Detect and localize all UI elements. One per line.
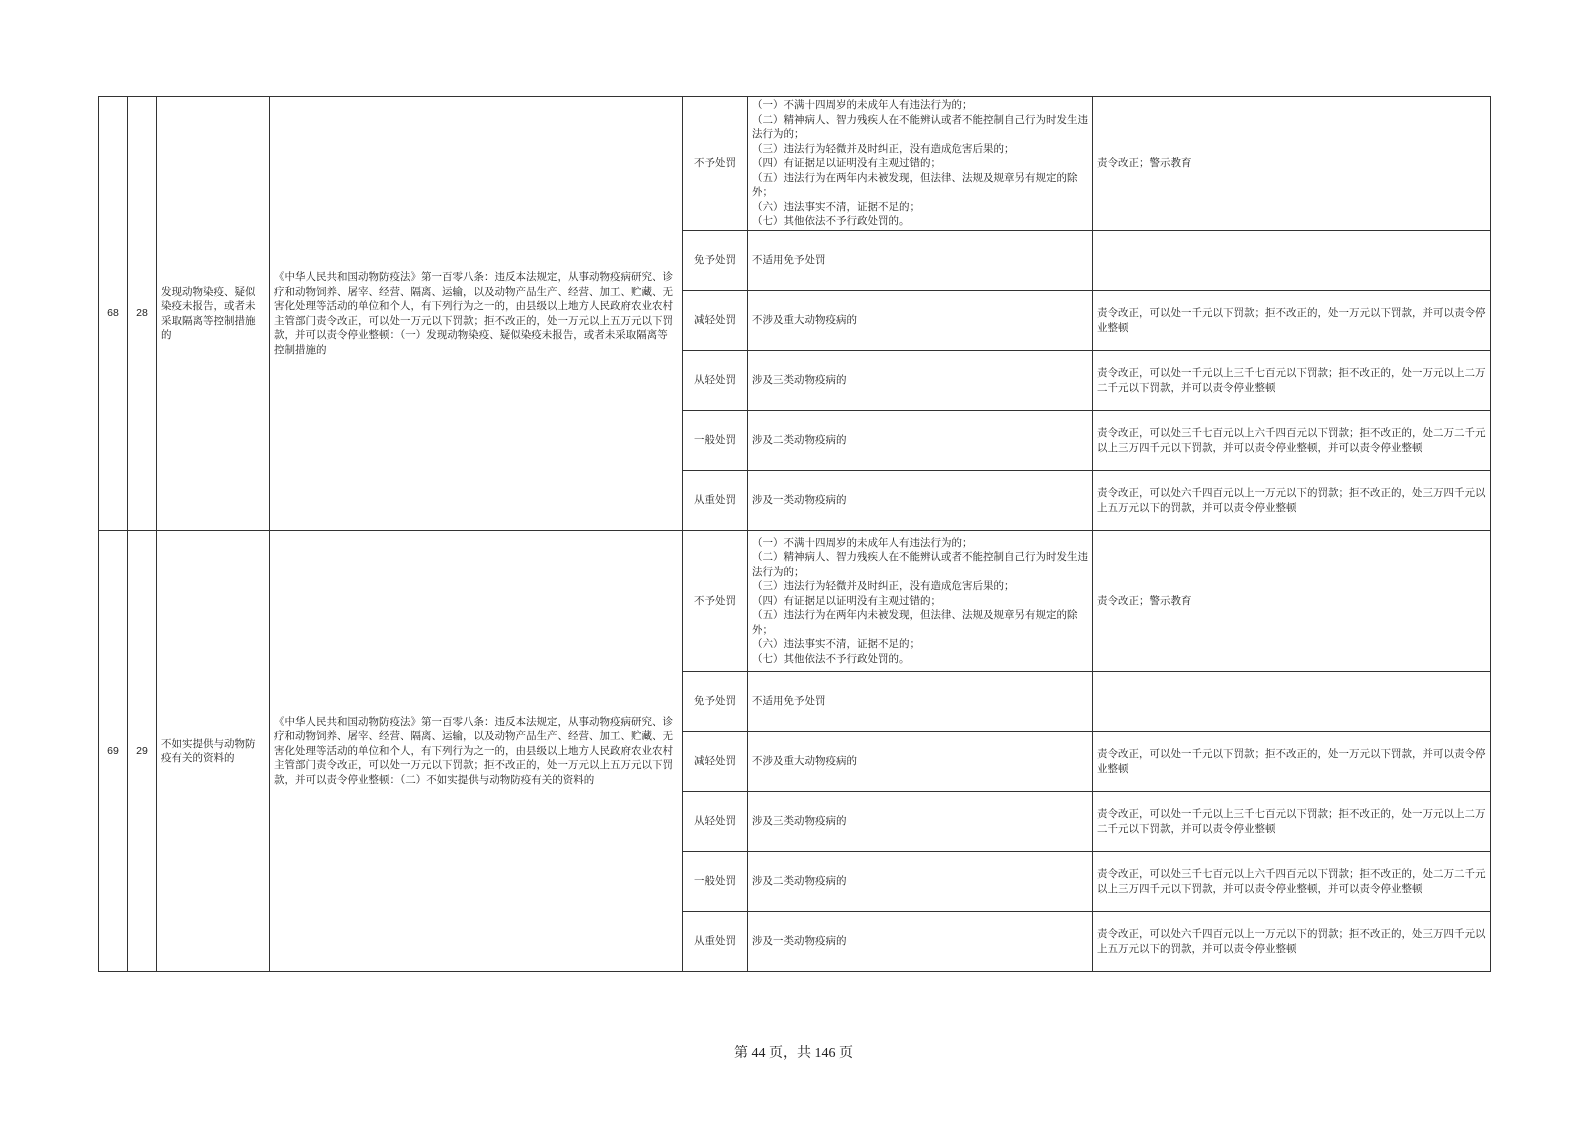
applicable-condition: [748, 471, 1093, 531]
legal-basis: 《中华人民共和国动物防疫法》第一百零八条：违反本法规定，从事动物疫病研究、诊疗和动物饲养、屠宰、经营、隔离、运输，以及动物产品生产、经营、加工、贮藏、无害化处理等活动的单位和个人，有下列行为之一的，由县级以上地方人民政府农业农村主管部门责令改正，可以处一万元以下罚款；拒不改正的，处一万元以上五万元以下罚款，并可以责令停业整顿：（二）不如实提供与动物防疫有关的资料的: [270, 531, 683, 972]
item-number: 29: [128, 531, 157, 972]
penalty-category: 从轻处罚: [683, 351, 748, 411]
condition-line: （五）违法行为在两年内未被发现，但法律、法规及规章另有规定的除外；: [752, 171, 1078, 199]
condition-line: （四）有证据足以证明没有主观过错的；: [752, 594, 941, 607]
table-row: [99, 531, 1491, 672]
table-row: [99, 97, 1491, 231]
penalty-result: 责令改正，可以处三千七百元以上六千四百元以下罚款；拒不改正的，处二万二千元以上三万四千元以下罚款，并可以责令停业整顿，并可以责令停业整顿: [1093, 852, 1491, 912]
penalty-category: 不予处罚: [683, 531, 748, 672]
penalty-category: 免予处罚: [683, 231, 748, 291]
table-body: [99, 97, 1491, 972]
condition-line: （三）违法行为轻微并及时纠正，没有造成危害后果的；: [752, 580, 1015, 593]
condition-line: （七）其他依法不予行政处罚的。: [752, 652, 910, 665]
condition-line: 不适用免予处罚: [752, 254, 826, 267]
violation-behavior: 不如实提供与动物防疫有关的资料的: [157, 531, 270, 972]
penalty-category: 不予处罚: [683, 97, 748, 231]
condition-line: （四）有证据足以证明没有主观过错的；: [752, 157, 941, 170]
condition-line: 涉及一类动物疫病的: [752, 494, 847, 507]
condition-line: 不涉及重大动物疫病的: [752, 755, 857, 768]
condition-line: （二）精神病人、智力残疾人在不能辨认或者不能控制自己行为时发生违法行为的；: [752, 113, 1088, 141]
penalty-result: 责令改正，可以处一千元以下罚款；拒不改正的，处一万元以下罚款，并可以责令停业整顿: [1093, 732, 1491, 792]
applicable-condition: [748, 672, 1093, 732]
penalty-result: [1093, 231, 1491, 291]
penalty-category: 减轻处罚: [683, 732, 748, 792]
penalty-category: 从重处罚: [683, 471, 748, 531]
condition-line: （五）违法行为在两年内未被发现，但法律、法规及规章另有规定的除外；: [752, 609, 1078, 636]
item-number: 28: [128, 97, 157, 531]
condition-line: 涉及二类动物疫病的: [752, 434, 847, 447]
condition-line: 不涉及重大动物疫病的: [752, 314, 857, 327]
legal-basis: 《中华人民共和国动物防疫法》第一百零八条：违反本法规定，从事动物疫病研究、诊疗和动物饲养、屠宰、经营、隔离、运输，以及动物产品生产、经营、加工、贮藏、无害化处理等活动的单位和个人，有下列行为之一的，由县级以上地方人民政府农业农村主管部门责令改正，可以处一万元以下罚款；拒不改正的，处一万元以上五万元以下罚款，并可以责令停业整顿：（一）发现动物染疫、疑似染疫未报告，或者未采取隔离等控制措施的: [270, 97, 683, 531]
condition-line: 不适用免予处罚: [752, 695, 826, 708]
condition-line: （三）违法行为轻微并及时纠正，没有造成危害后果的；: [752, 142, 1015, 155]
condition-line: （七）其他依法不予行政处罚的。: [752, 215, 910, 228]
penalty-result: 责令改正；警示教育: [1093, 97, 1491, 231]
condition-line: （一）不满十四周岁的未成年人有违法行为的；: [752, 536, 973, 549]
applicable-condition: [748, 231, 1093, 291]
page-number: 第 44 页，共 146 页: [734, 1046, 853, 1061]
condition-line: （六）违法事实不清，证据不足的；: [752, 638, 920, 651]
condition-line: （六）违法事实不清，证据不足的；: [752, 200, 920, 213]
penalty-result: 责令改正，可以处三千七百元以上六千四百元以下罚款；拒不改正的，处二万二千元以上三万四千元以下罚款，并可以责令停业整顿，并可以责令停业整顿: [1093, 411, 1491, 471]
applicable-condition: [748, 351, 1093, 411]
applicable-condition: [748, 531, 1093, 672]
sequence-number: 69: [99, 531, 128, 972]
penalty-category: 一般处罚: [683, 411, 748, 471]
condition-line: （一）不满十四周岁的未成年人有违法行为的；: [752, 99, 973, 112]
penalty-result: 责令改正，可以处六千四百元以上一万元以下的罚款；拒不改正的，处三万四千元以上五万元以下的罚款，并可以责令停业整顿: [1093, 912, 1491, 972]
applicable-condition: [748, 852, 1093, 912]
penalty-result: 责令改正，可以处六千四百元以上一万元以下的罚款；拒不改正的，处三万四千元以上五万元以下的罚款，并可以责令停业整顿: [1093, 471, 1491, 531]
applicable-condition: [748, 291, 1093, 351]
condition-line: 涉及二类动物疫病的: [752, 875, 847, 888]
penalty-result: 责令改正；警示教育: [1093, 531, 1491, 672]
condition-line: （二）精神病人、智力残疾人在不能辨认或者不能控制自己行为时发生违法行为的；: [752, 551, 1088, 578]
applicable-condition: [748, 912, 1093, 972]
penalty-result: [1093, 672, 1491, 732]
condition-line: 涉及一类动物疫病的: [752, 935, 847, 948]
penalty-category: 免予处罚: [683, 672, 748, 732]
penalty-category: 从轻处罚: [683, 792, 748, 852]
condition-line: 涉及三类动物疫病的: [752, 815, 847, 828]
penalty-category: 一般处罚: [683, 852, 748, 912]
sequence-number: 68: [99, 97, 128, 531]
applicable-condition: [748, 411, 1093, 471]
penalty-standard-table: [98, 96, 1491, 972]
penalty-category: 减轻处罚: [683, 291, 748, 351]
penalty-result: 责令改正，可以处一千元以上三千七百元以下罚款；拒不改正的，处一万元以上二万二千元以下罚款，并可以责令停业整顿: [1093, 792, 1491, 852]
applicable-condition: [748, 732, 1093, 792]
condition-line: 涉及三类动物疫病的: [752, 374, 847, 387]
violation-behavior: 发现动物染疫、疑似染疫未报告，或者未采取隔离等控制措施的: [157, 97, 270, 531]
penalty-result: 责令改正，可以处一千元以上三千七百元以下罚款；拒不改正的，处一万元以上二万二千元以下罚款，并可以责令停业整顿: [1093, 351, 1491, 411]
penalty-result: 责令改正，可以处一千元以下罚款；拒不改正的，处一万元以下罚款，并可以责令停业整顿: [1093, 291, 1491, 351]
penalty-category: 从重处罚: [683, 912, 748, 972]
applicable-condition: [748, 792, 1093, 852]
applicable-condition: [748, 97, 1093, 231]
